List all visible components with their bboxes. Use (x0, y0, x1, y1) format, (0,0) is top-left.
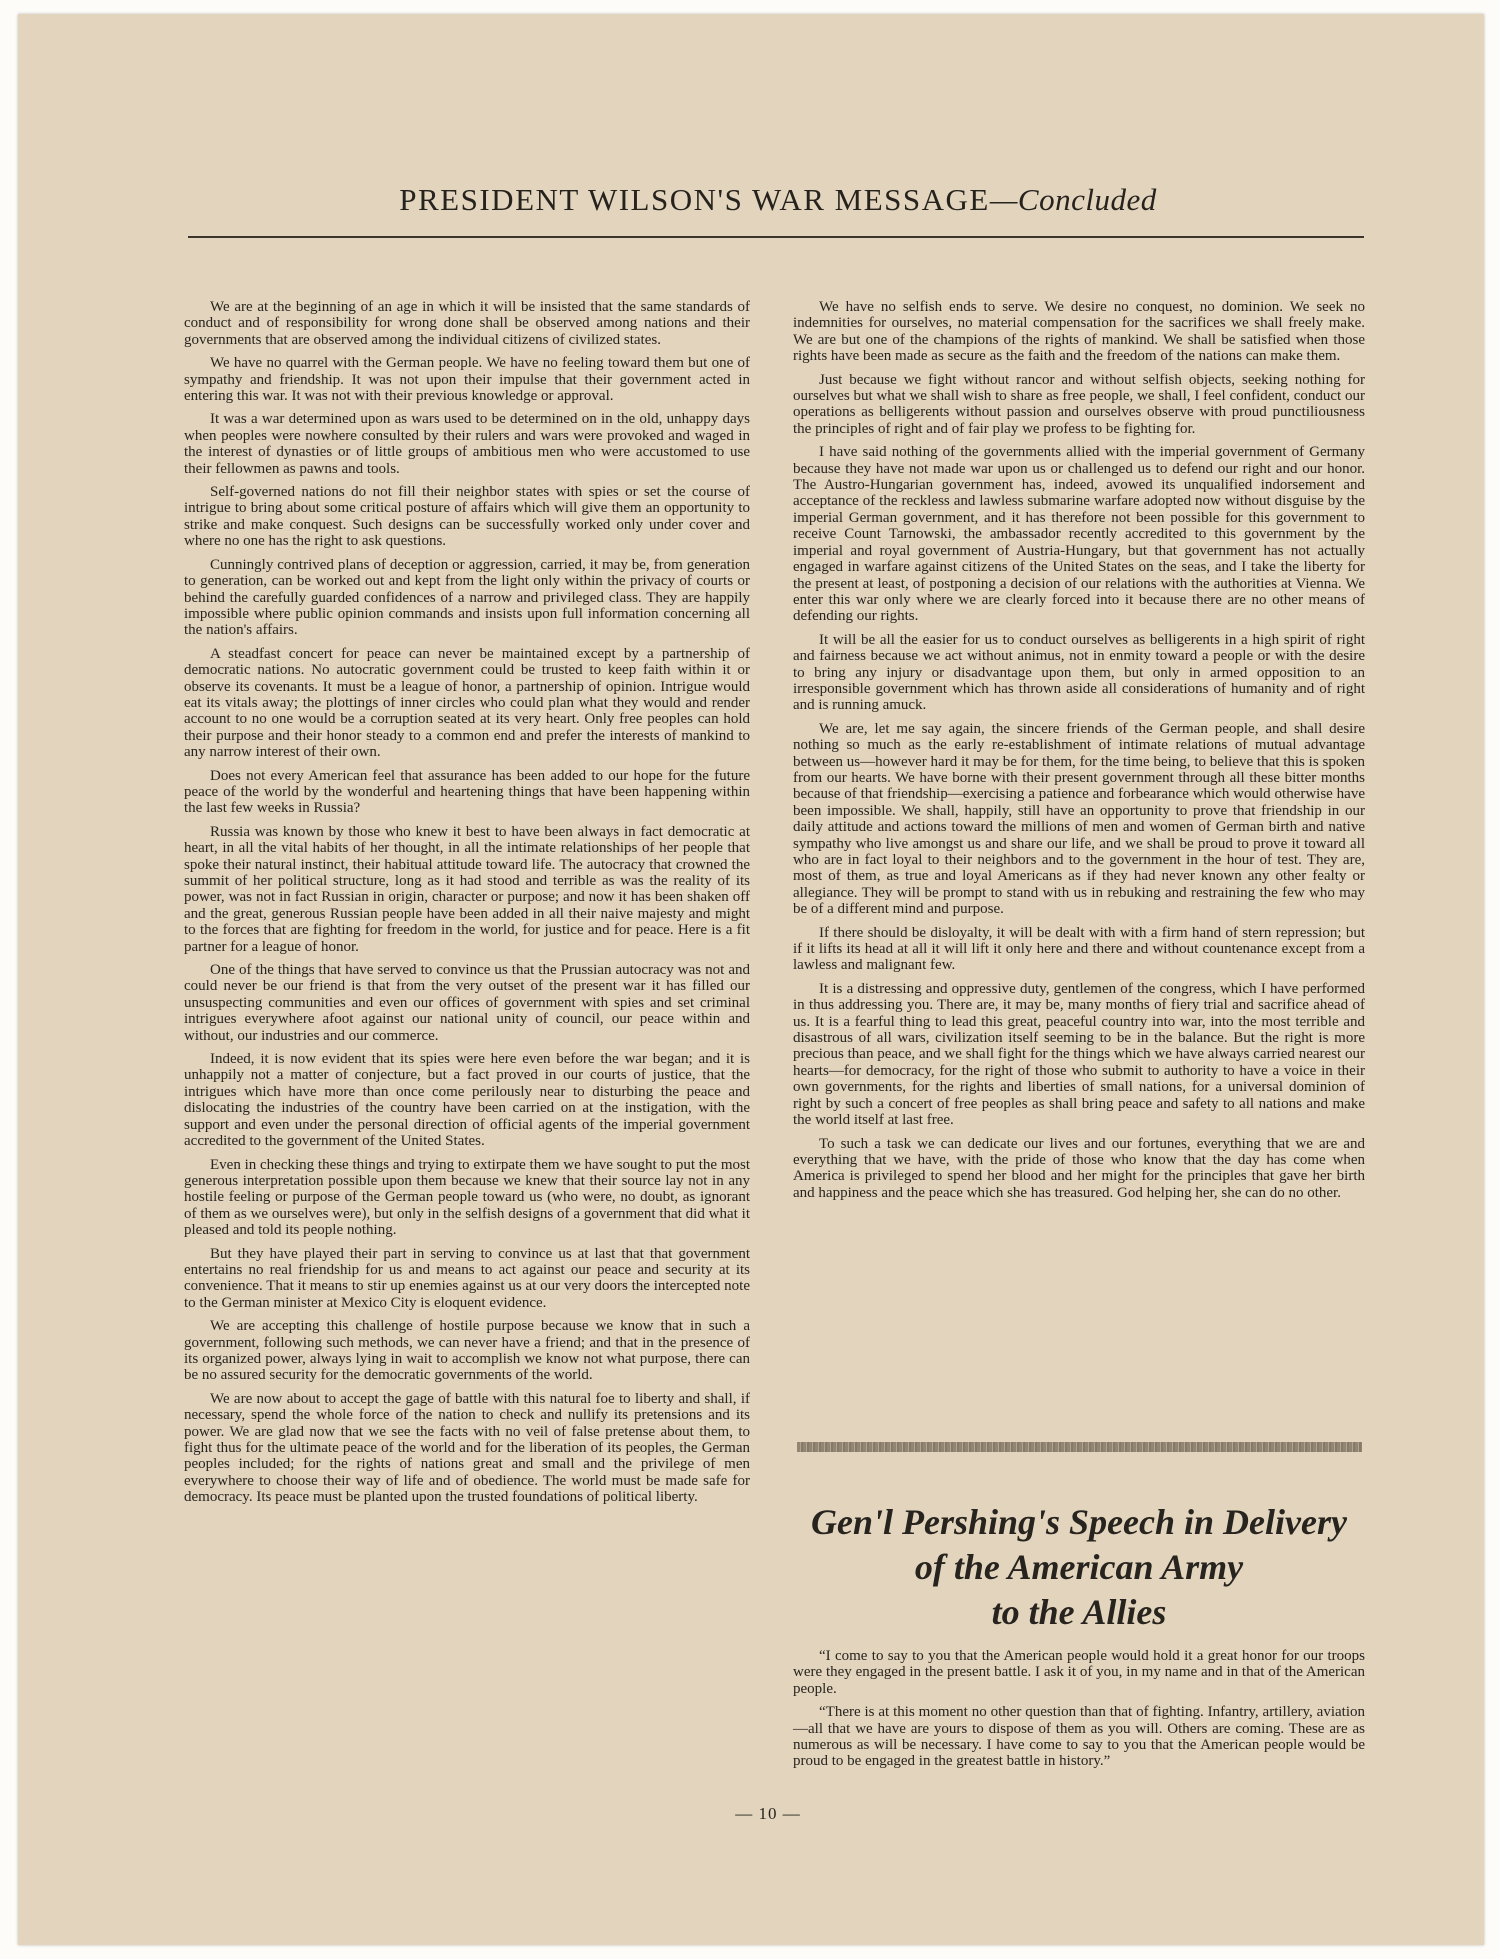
left-column (184, 299, 750, 1513)
paragraph: One of the things that have served to convince us that the Prussian autocracy was not and could never be our friend is that from the very outset of the present war it has filled our unsuspecting communities and even our offices of government with spies and set criminal intrigues everywhere afoot against our national unity of council, our peace within and without, our industries and our commerce. (184, 962, 750, 1044)
paragraph: We have no selfish ends to serve. We desire no conquest, no dominion. We seek no indemnities for ourselves, no material compensation for the sacrifices we shall freely make. We are but one of the champions of the rights of mankind. We shall be satisfied when those rights have been made as secure as the faith and the freedom of the nations can make them. (793, 299, 1365, 365)
paragraph: We are, let me say again, the sincere friends of the German people, and shall desire nothing so much as the early re-establishment of intimate relations of mutual advantage between us—however hard it may be for them, for the time being, to believe that this is spoken from our hearts. We have borne with their present government through all these bitter months because of that friendship—exercising a patience and forbearance which would otherwise have been impossible. We shall, happily, still have an opportunity to prove that friendship in our daily attitude and actions toward the millions of men and women of German birth and native sympathy who live amongst us and share our life, and we shall be proud to prove it toward all who are in fact loyal to their neighbors and to the government in the hour of test. They are, most of them, as true and loyal Americans as if they had never known any other fealty or allegiance. They will be prompt to stand with us in rebuking and restraining the few who may be of a different mind and purpose. (793, 720, 1365, 918)
right-column (793, 299, 1365, 1208)
paragraph: Does not every American feel that assurance has been added to our hope for the future peace of the world by the wonderful and heartening things that have been happening within the last few weeks in Russia? (184, 767, 750, 817)
paragraph: We are accepting this challenge of hostile purpose because we know that in such a government, following such methods, we can never have a friend; and that in the presence of its organized power, always lying in wait to accomplish we know not what purpose, there can be no assured security for the democratic governments of the world. (184, 1318, 750, 1384)
paragraph: Indeed, it is now evident that its spies were here even before the war began; and it is unhappily not a matter of conjecture, but a fact proved in our courts of justice, that the intrigues which have more than once come perilously near to disturbing the peace and dislocating the industries of the country have been carried on at the instigation, with the support and even under the personal direction of official agents of the imperial government accredited to the government of the United States. (184, 1051, 750, 1150)
paragraph: Russia was known by those who knew it best to have been always in fact democratic at heart, in all the vital habits of her thought, in all the intimate relationships of her people that spoke their natural instinct, their habitual attitude toward life. The autocracy that crowned the summit of her political structure, long as it had stood and terrible as was the reality of its power, was not in fact Russian in origin, character or purpose; and now it has been shaken off and the great, generous Russian people have been added in all their naive majesty and might to the forces that are fighting for freedom in the world, for justice and for peace. Here is a fit partner for a league of honor. (184, 823, 750, 955)
pershing-headline-line: of the American Army (914, 1547, 1244, 1587)
paragraph: If there should be disloyalty, it will be dealt with with a firm hand of stern repression; but if it lifts its head at all it will lift it only here and there and without countenance except from a lawless and malignant few. (793, 924, 1365, 974)
page-title (188, 182, 1368, 218)
pershing-speech (793, 1648, 1365, 1777)
paragraph: A steadfast concert for peace can never be maintained except by a partnership of democratic nations. No autocratic government could be trusted to keep faith within it or observe its covenants. It must be a league of honor, a partnership of opinion. Intrigue would eat its vitals away; the plottings of inner circles who could plan what they would and render account to no one would be a corruption seated at its very heart. Only free peoples can hold their purpose and their honor steady to a common end and prefer the interests of mankind to any narrow interest of their own. (184, 645, 750, 761)
title-text: PRESIDENT WILSON'S WAR MESSAGE (399, 182, 990, 217)
paragraph: To such a task we can dedicate our lives and our fortunes, everything that we are and everything that we have, with the pride of those who know that the day has come when America is privileged to spend her blood and her might for the principles that gave her birth and happiness and the peace which she has treasured. God helping her, she can do no other. (793, 1135, 1365, 1201)
speech-paragraph: “There is at this moment no other question than that of fighting. Infantry, artillery, aviation—all that we have are yours to dispose of them as you will. Others are coming. These are as numerous as will be necessary. I have come to say to you that the American people would be proud to be engaged in the greatest battle in history.” (793, 1704, 1365, 1770)
title-rule (188, 236, 1364, 238)
paragraph: It will be all the easier for us to conduct ourselves as belligerents in a high spirit of right and fairness because we act without animus, not in enmity toward a people or with the desire to bring any injury or disadvantage upon them, but only in armed opposition to an irresponsible government which has thrown aside all considerations of humanity and of right and is running amuck. (793, 631, 1365, 714)
paragraph: Cunningly contrived plans of deception or aggression, carried, it may be, from generation to generation, can be worked out and kept from the light only within the privacy of courts or behind the carefully guarded confidences of a narrow and privileged class. They are happily impossible where public opinion commands and insists upon full information concerning all the nation's affairs. (184, 556, 750, 639)
magazine-page (18, 14, 1484, 1945)
paragraph: It was a war determined upon as wars used to be determined on in the old, unhappy days when peoples were nowhere consulted by their rulers and wars were provoked and waged in the interest of dynasties or of little groups of ambitious men who were accustomed to use their fellowmen as pawns and tools. (184, 411, 750, 477)
paragraph: Even in checking these things and trying to extirpate them we have sought to put the most generous interpretation possible upon them because we knew that their source lay not in any hostile feeling or purpose of the German people toward us (who were, no doubt, as ignorant of them as we ourselves were), but only in the selfish designs of a government that did what it pleased and told its people nothing. (184, 1156, 750, 1239)
title-continuation: —Concluded (989, 182, 1157, 217)
paragraph: Self-governed nations do not fill their neighbor states with spies or set the course of intrigue to bring about some critical posture of affairs which will give them an opportunity to strike and make conquest. Such designs can be successfully worked only under cover and where no one has the right to ask questions. (184, 484, 750, 550)
page-number: — 10 — (735, 1804, 801, 1823)
paragraph: We have no quarrel with the German people. We have no feeling toward them but one of sympathy and friendship. It was not upon their impulse that their government acted in entering this war. It was not with their previous knowledge or approval. (184, 355, 750, 405)
paragraph: We are at the beginning of an age in which it will be insisted that the same standards of conduct and of responsibility for wrong done shall be observed among nations and their governments that are observed among the individual citizens of civilized states. (184, 299, 750, 348)
ornamental-divider (797, 1442, 1362, 1452)
pershing-headline-line: Gen'l Pershing's Speech in Delivery (811, 1502, 1347, 1542)
pershing-headline (788, 1500, 1370, 1635)
paragraph: It is a distressing and oppressive duty, gentlemen of the congress, which I have performed in thus addressing you. There are, it may be, many months of fiery trial and sacrifice ahead of us. It is a fearful thing to lead this great, peaceful country into war, into the most terrible and disastrous of all wars, civilization itself seeming to be in the balance. But the right is more precious than peace, and we shall fight for the things which we have always carried nearest our hearts—for democracy, for the right of those who submit to authority to have a voice in their own governments, for the rights and liberties of small nations, for a universal dominion of right by such a concert of free peoples as shall bring peace and safety to all nations and make the world itself at last free. (793, 980, 1365, 1129)
paragraph: I have said nothing of the governments allied with the imperial government of Germany because they have not made war upon us or challenged us to defend our right and our honor. The Austro-Hungarian government has, indeed, avowed its unqualified indorsement and acceptance of the reckless and lawless submarine warfare adopted now without disguise by the imperial German government, and it has therefore not been possible for this government to receive Count Tarnowski, the ambassador recently accredited to this government by the imperial and royal government of Austria-Hungary, but that government has not actually engaged in warfare against citizens of the United States on the seas, and I take the liberty for the present at least, of postponing a decision of our relations with the authorities at Vienna. We enter this war only where we are clearly forced into it because there are no other means of defending our rights. (793, 444, 1365, 625)
speech-paragraph: “I come to say to you that the American people would hold it a great honor for our troops were they engaged in the present battle. I ask it of you, in my name and in that of the American people. (793, 1648, 1365, 1697)
paragraph: We are now about to accept the gage of battle with this natural foe to liberty and shall, if necessary, spend the whole force of the nation to check and nullify its pretensions and its power. We are glad now that we see the facts with no veil of false pretense about them, to fight thus for the ultimate peace of the world and for the liberation of its peoples, the German peoples included; for the rights of nations great and small and the privilege of men everywhere to choose their way of life and of obedience. The world must be made safe for democracy. Its peace must be planted upon the trusted foundations of political liberty. (184, 1390, 750, 1506)
paragraph: Just because we fight without rancor and without selfish objects, seeking nothing for ourselves but what we shall wish to share as free people, we shall, I feel confident, conduct our operations as belligerents without passion and ourselves observe with proud punctiliousness the principles of right and of fair play we profess to be fighting for. (793, 371, 1365, 437)
pershing-headline-line: to the Allies (991, 1592, 1167, 1632)
paragraph: But they have played their part in serving to convince us at last that that government entertains no real friendship for us and means to act against our peace and security at its convenience. That it means to stir up enemies against us at our very doors the intercepted note to the German minister at Mexico City is eloquent evidence. (184, 1245, 750, 1311)
